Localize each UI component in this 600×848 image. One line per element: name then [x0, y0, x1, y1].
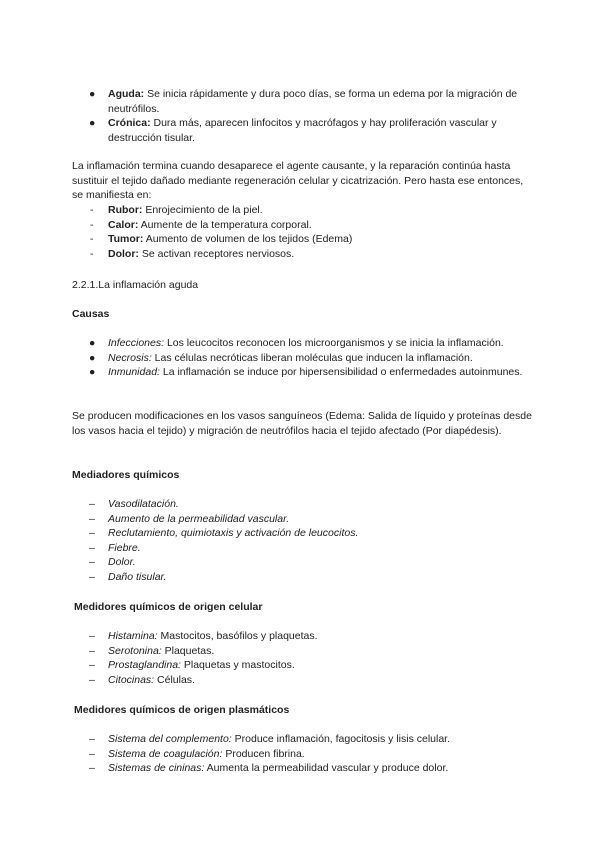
list-item — [72, 116, 532, 145]
list-text: Vasodilatación. — [108, 498, 179, 510]
dash-icon: – — [89, 644, 95, 657]
list-item — [72, 658, 532, 673]
inflammation-types-list — [72, 87, 532, 145]
list-term: Necrosis: — [108, 351, 152, 364]
list-item — [72, 512, 532, 527]
list-text: Reclutamiento, quimiotaxis y activación de leucocitos. — [108, 527, 359, 539]
list-item — [72, 673, 532, 688]
list-item — [72, 732, 532, 747]
signs-list — [72, 203, 532, 261]
bullet-icon: ● — [89, 366, 96, 378]
dash-icon: – — [89, 541, 95, 554]
list-term: Inmunidad: — [108, 366, 160, 378]
list-text: Los leucocitos reconocen los microorganismos y se inicia la inflamación. — [164, 337, 504, 349]
dash-icon: – — [89, 498, 95, 510]
plasma-list — [72, 732, 532, 776]
list-term: Prostaglandina: — [108, 659, 181, 671]
list-text: Aumente de la temperatura corporal. — [138, 218, 312, 231]
list-item — [72, 218, 532, 233]
list-term: Sistemas de cininas: — [108, 762, 205, 774]
causes-heading: Causas — [72, 308, 110, 320]
list-text: Mastocitos, basófilos y plaquetas. — [157, 630, 318, 642]
list-item — [72, 87, 532, 116]
dash-icon: – — [89, 556, 95, 568]
list-text: Produce inflamación, fagocitosis y lisis celular. — [231, 733, 450, 745]
dash-icon: – — [89, 733, 95, 745]
list-text: Dura más, aparecen linfocitos y macrófagos y hay proliferación vascular y destrucción tisular. — [108, 117, 497, 144]
dash-icon: – — [89, 630, 95, 642]
list-text: Células. — [154, 673, 195, 686]
list-term: Infecciones: — [108, 337, 165, 349]
list-term: Dolor: — [108, 247, 139, 260]
list-term: Sistema del complemento: — [108, 733, 232, 745]
list-text: Daño tisular. — [108, 570, 167, 583]
list-text: La inflamación se induce por hipersensibilidad o enfermedades autoinmunes. — [159, 366, 523, 378]
list-text: Aumento de la permeabilidad vascular. — [108, 512, 290, 525]
list-item — [72, 570, 532, 585]
list-item — [72, 747, 532, 762]
list-term: Crónica: — [108, 117, 151, 129]
hyphen-icon: - — [90, 218, 94, 231]
list-term: Histamina: — [108, 630, 158, 642]
mediators-list — [72, 497, 532, 584]
list-term: Citocinas: — [108, 673, 155, 686]
bullet-icon: ● — [89, 351, 96, 364]
list-item — [72, 203, 532, 218]
dash-icon: – — [89, 512, 95, 525]
list-item — [72, 232, 532, 247]
hyphen-icon: - — [90, 247, 94, 260]
causes-list — [72, 336, 532, 380]
list-term: Tumor: — [108, 233, 144, 245]
bullet-icon: ● — [89, 117, 96, 129]
dash-icon: – — [89, 570, 95, 583]
cellular-heading: Medidores químicos de origen celular — [74, 601, 263, 613]
list-item — [72, 336, 532, 351]
list-text: Se inicia rápidamente y dura poco días, se forma un edema por la migración de neutrófilos. — [108, 88, 518, 115]
bullet-icon: ● — [89, 88, 96, 100]
list-item — [72, 526, 532, 541]
list-term: Calor: — [108, 218, 139, 231]
list-text: Fiebre. — [108, 541, 141, 554]
list-text: Aumento de volumen de los tejidos (Edema) — [143, 233, 353, 245]
mediators-heading: Mediadores químicos — [72, 469, 180, 481]
hyphen-icon: - — [90, 233, 94, 245]
list-item — [72, 555, 532, 570]
dash-icon: – — [89, 527, 95, 539]
dash-icon: – — [89, 762, 95, 774]
hyphen-icon: - — [90, 204, 94, 216]
list-text: Las células necróticas liberan moléculas que inducen la inflamación. — [151, 351, 473, 364]
plasma-heading: Medidores químicos de origen plasmáticos — [74, 704, 290, 716]
list-text: Aumenta la permeabilidad vascular y produce dolor. — [204, 762, 449, 774]
list-term: Aguda: — [108, 88, 145, 100]
paragraph: Se producen modificaciones en los vasos sanguíneos (Edema: Salida de líquido y proteínas desde los vasos hacia el tejido) y migración de neutrófilos hacia el tejido afectado (Por diapédesis). — [72, 410, 532, 437]
list-text: Plaquetas y mastocitos. — [180, 659, 295, 671]
list-term: Rubor: — [108, 204, 143, 216]
list-term: Sistema de coagulación: — [108, 747, 223, 760]
list-text: Dolor. — [108, 556, 136, 568]
list-item — [72, 247, 532, 262]
bullet-icon: ● — [89, 337, 96, 349]
dash-icon: – — [89, 747, 95, 760]
list-text: Se activan receptores nerviosos. — [138, 247, 295, 260]
list-item — [72, 644, 532, 659]
list-item — [72, 497, 532, 512]
dash-icon: – — [89, 659, 95, 671]
list-item — [72, 365, 532, 380]
list-text: Enrojecimiento de la piel. — [142, 204, 263, 216]
paragraph: La inflamación termina cuando desaparece el agente causante, y la reparación continúa hasta sustituir el tejido dañado mediante regeneración celular y cicatrización. Pero hasta ese entonces, se manifiesta en: — [72, 160, 524, 201]
list-item — [72, 629, 532, 644]
list-item — [72, 351, 532, 366]
list-term: Serotonina: — [108, 644, 162, 657]
list-item — [72, 761, 532, 776]
list-text: Producen fibrina. — [222, 747, 305, 760]
cellular-list — [72, 629, 532, 687]
dash-icon: – — [89, 673, 95, 686]
list-item — [72, 541, 532, 556]
section-title: 2.2.1.La inflamación aguda — [72, 279, 199, 291]
list-text: Plaquetas. — [161, 644, 215, 657]
